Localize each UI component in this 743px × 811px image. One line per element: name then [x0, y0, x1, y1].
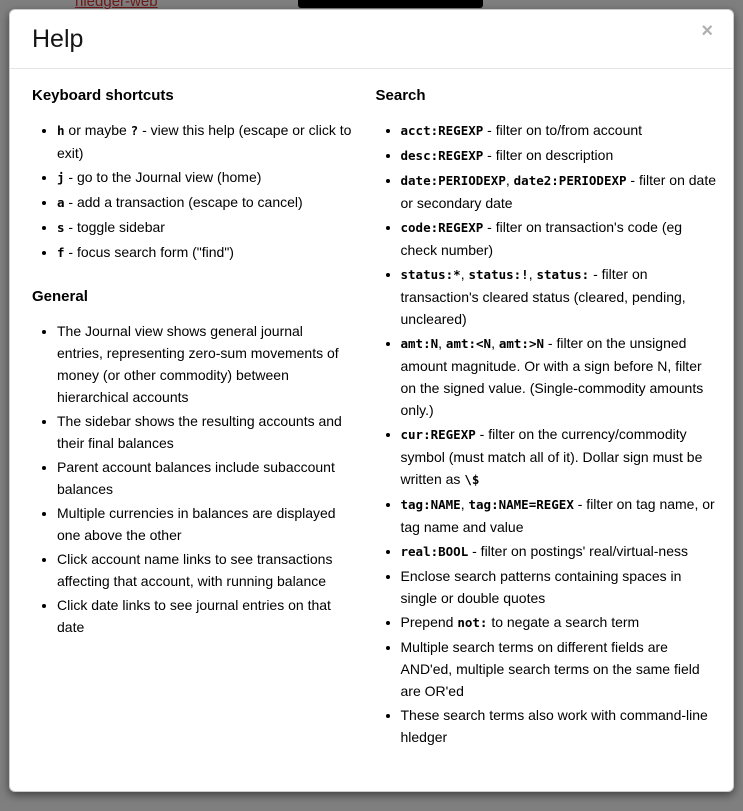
code-term: cur:REGEXP	[400, 426, 476, 442]
list-item: • Click date links to see journal entries on that date	[57, 594, 352, 638]
help-list	[32, 119, 352, 264]
list-item: • j - go to the Journal view (home)	[57, 166, 352, 189]
code-term: \$	[464, 471, 480, 487]
list-item: • Parent account balances include subaccount balances	[57, 456, 352, 500]
list-item: • Prepend not: to negate a search term	[401, 611, 718, 634]
code-term: date:PERIODEXP	[400, 172, 506, 188]
code-term: tag:NAME	[400, 496, 461, 512]
code-term: status:*	[400, 266, 461, 282]
section-heading: General	[32, 287, 88, 305]
help-list	[376, 119, 718, 748]
help-list	[32, 320, 352, 638]
list-item: • desc:REGEXP - filter on description	[401, 144, 718, 167]
list-item: • These search terms also work with command-line hledger	[401, 704, 718, 748]
list-item: • amt:N, amt:<N, amt:>N - filter on the unsigned amount magnitude. Or with a sign before N, filter on the signed value. (Single-commodity amounts only.)	[401, 332, 718, 421]
code-term: ?	[130, 122, 139, 138]
code-term: amt:N	[400, 335, 439, 351]
code-term: status:!	[468, 266, 529, 282]
list-item: • tag:NAME, tag:NAME=REGEX - filter on tag name, or tag name and value	[401, 493, 718, 538]
code-term: tag:NAME=REGEX	[468, 496, 574, 512]
close-icon[interactable]: ×	[695, 20, 719, 42]
list-item: • real:BOOL - filter on postings' real/virtual-ness	[401, 540, 718, 563]
code-term: real:BOOL	[400, 543, 469, 559]
list-item: • The Journal view shows general journal entries, representing zero-sum movements of money (or other commodity) between hierarchical accounts	[57, 320, 352, 408]
list-item: • The sidebar shows the resulting accounts and their final balances	[57, 410, 352, 454]
list-item: • cur:REGEXP - filter on the currency/commodity symbol (must match all of it). Dollar sign must be written as \$	[401, 423, 718, 491]
list-item: • Multiple search terms on different fields are AND'ed, multiple search terms on the same field are OR'ed	[401, 636, 718, 702]
list-item: • f - focus search form ("find")	[57, 241, 352, 264]
list-item: • Multiple currencies in balances are displayed one above the other	[57, 502, 352, 546]
code-term: date2:PERIODEXP	[513, 172, 627, 188]
code-term: s	[57, 219, 65, 235]
code-term: j	[57, 169, 65, 185]
code-term: status:	[536, 266, 590, 282]
code-term: acct:REGEXP	[400, 122, 484, 138]
modal-header	[10, 10, 733, 69]
section-heading: Keyboard shortcuts	[32, 86, 174, 104]
code-term: amt:>N	[498, 335, 545, 351]
list-item: • status:*, status:!, status: - filter on transaction's cleared status (cleared, pending, uncleared)	[401, 263, 718, 330]
code-term: desc:REGEXP	[400, 147, 484, 163]
list-item: • s - toggle sidebar	[57, 216, 352, 239]
list-item: • date:PERIODEXP, date2:PERIODEXP - filter on date or secondary date	[401, 169, 718, 214]
help-modal	[9, 9, 734, 792]
list-item: • a - add a transaction (escape to cancel)	[57, 191, 352, 214]
section-heading: Search	[375, 86, 426, 104]
list-item: • Enclose search patterns containing spaces in single or double quotes	[401, 565, 718, 609]
list-item: • Click account name links to see transactions affecting that account, with running balance	[57, 548, 352, 592]
code-term: not:	[457, 614, 488, 630]
code-term: amt:<N	[445, 335, 492, 351]
modal-body	[10, 69, 733, 771]
code-term: f	[57, 244, 65, 260]
list-item: • code:REGEXP - filter on transaction's code (eg check number)	[401, 216, 718, 261]
modal-title: Help	[32, 25, 84, 53]
list-item: • h or maybe ? - view this help (escape or click to exit)	[57, 119, 352, 164]
help-column-left	[32, 87, 376, 756]
help-column-right	[376, 87, 720, 756]
code-term: a	[57, 194, 65, 210]
list-item: • acct:REGEXP - filter on to/from account	[401, 119, 718, 142]
code-term: code:REGEXP	[400, 219, 484, 235]
code-term: h	[57, 122, 65, 138]
